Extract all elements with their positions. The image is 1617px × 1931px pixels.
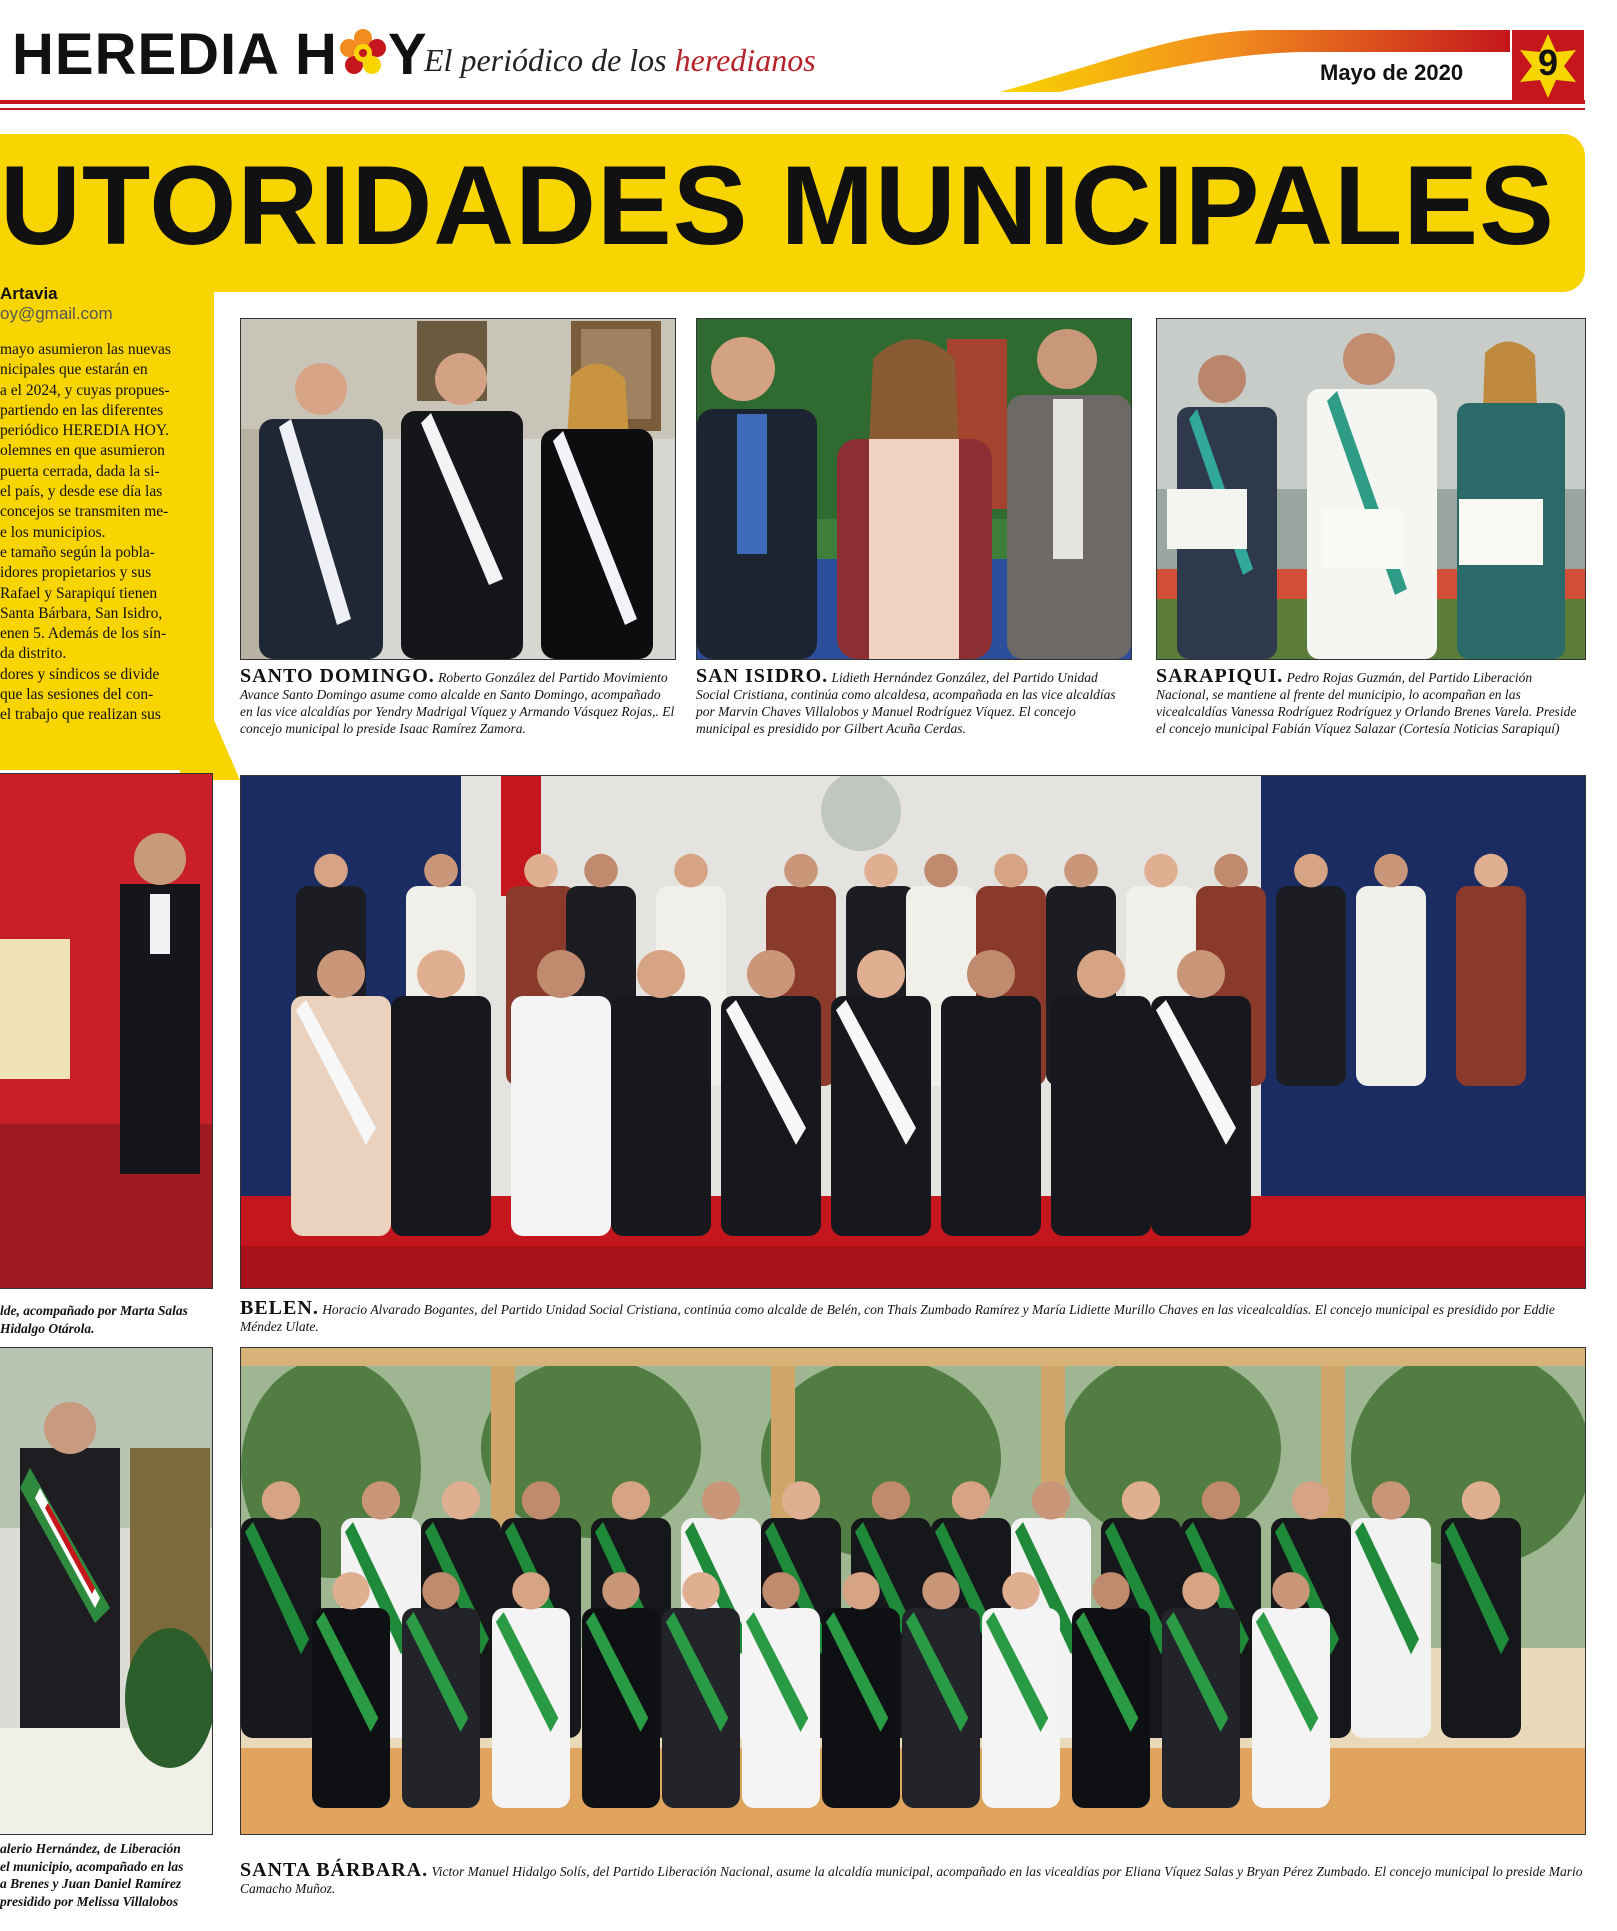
headline: UTORIDADES MUNICIPALES <box>0 143 1555 268</box>
photo-sarapiqui <box>1156 318 1586 660</box>
photo-san-isidro <box>696 318 1132 660</box>
caption-place: SAN ISIDRO <box>696 665 823 687</box>
left-caption-mid-line: lde, acompañado por Marta Salas <box>0 1303 188 1318</box>
caption-text: Horacio Alvarado Bogantes, del Partido Unidad Social Cristiana, continúa como alcalde de Belén, con Thais Zumbado Ramírez y María Lidiette Murillo Chaves en las vicealcaldías. El concejo municipal es presidido por Eddie Méndez Ulate. <box>240 1302 1555 1334</box>
photo-santo-domingo <box>240 318 676 660</box>
article-line: mayo asumieron las nuevas <box>0 341 171 358</box>
caption-place: SANTO DOMINGO <box>240 665 429 687</box>
article-line: enen 5. Además de los sín- <box>0 625 167 643</box>
article-line: que las sesiones del con- <box>0 686 154 704</box>
brand-suffix: Y <box>387 22 428 87</box>
page-number: 9 <box>1537 42 1559 83</box>
left-caption-bottom <box>0 1840 212 1910</box>
masthead-rule <box>0 100 1585 104</box>
left-caption-bottom-line: presidido por Melissa Villalobos <box>0 1893 179 1909</box>
caption-place: SANTA BÁRBARA <box>240 1859 423 1881</box>
issue-date: Mayo de 2020 <box>1320 60 1464 85</box>
brand-logo <box>12 22 428 87</box>
caption-text: Roberto González del Partido Movimiento Avance Santo Domingo asume como alcalde en Santo Domingo, acompañado en las vice alcaldías por Yendry Madrigal Víquez y Armando Vásquez Rojas,. El concejo municipal lo preside Isaac Ramírez Zamora. <box>240 670 675 736</box>
left-photo-mid <box>0 773 213 1289</box>
left-caption-bottom-line: el municipio, acompañado en las <box>0 1858 184 1874</box>
article-body <box>0 340 196 740</box>
caption-text: Lidieth Hernández González, del Partido Unidad Social Cristiana, continúa como alcaldesa, acompañada en las vice alcaldías por Marvin Chaves Villalobos y Manuel Rodríguez Víquez. El concejo municipal es presidido por Gilbert Acuña Cerdas. <box>696 670 1116 736</box>
article-line: partiendo en las diferentes <box>0 401 164 419</box>
article-line: dores y síndicos se divide <box>0 665 160 683</box>
masthead-rule-thin <box>0 108 1585 110</box>
article-line: puerta cerrada, dada la si- <box>0 462 160 480</box>
article-line: concejos se transmiten me- <box>0 503 169 521</box>
article-line: periódico HEREDIA HOY. <box>0 422 169 440</box>
left-caption-mid <box>0 1302 212 1337</box>
brand-prefix: HEREDIA H <box>12 22 338 87</box>
article-line: olemnes en que asumieron <box>0 442 165 460</box>
flower-logo-icon <box>338 28 388 78</box>
article-line: nicipales que estarán en <box>0 361 148 379</box>
caption-santa-barbara: SANTA BÁRBARA. Victor Manuel Hidalgo Solís, del Partido Liberación Nacional, asume la alcaldía municipal, acompañado en las vicealdías por Eliana Víquez Salas y Bryan Pérez Zumbado. El concejo municipal lo preside Mario Camacho Muñoz. <box>240 1859 1583 1896</box>
article-line: idores propietarios y sus <box>0 564 152 582</box>
article-line: Santa Bárbara, San Isidro, <box>0 604 163 622</box>
tagline-prefix: El periódico de los <box>424 42 667 78</box>
article-line: da distrito. <box>0 645 67 663</box>
caption-text: Victor Manuel Hidalgo Solís, del Partido Liberación Nacional, asume la alcaldía municipal, acompañado en las vicealdías por Eliana Víquez Salas y Bryan Pérez Zumbado. El concejo municipal lo preside Mario Camacho Muñoz. <box>240 1864 1583 1896</box>
author-email[interactable]: oy@gmail.com <box>0 304 113 323</box>
author-name: Artavia <box>0 284 58 303</box>
left-photo-bottom <box>0 1347 213 1835</box>
caption-santo-domingo: SANTO DOMINGO. Roberto González del Partido Movimiento Avance Santo Domingo asume como alcalde en Santo Domingo, acompañado en las vice alcaldías por Yendry Madrigal Víquez y Armando Vásquez Rojas,. El concejo municipal lo preside Isaac Ramírez Zamora. <box>240 665 675 736</box>
left-caption-bottom-line: a Brenes y Juan Daniel Ramírez <box>0 1876 182 1891</box>
article-line: e tamaño según la pobla- <box>0 543 155 561</box>
left-caption-mid-line: Hidalgo Otárola. <box>0 1320 95 1336</box>
article-line: e los municipios. <box>0 523 106 541</box>
tagline-emphasis: heredianos <box>674 42 816 78</box>
caption-text: Pedro Rojas Guzmán, del Partido Liberación Nacional, se mantiene al frente del municipio, lo acompañan en las vicealcaldías Vanessa Rodríguez Rodríguez y Orlando Brenes Varela. Preside el concejo municipal Fabián Víquez Salazar (Cortesía Noticias Sarapiquí) <box>1156 670 1577 736</box>
caption-place: SARAPIQUI <box>1156 665 1278 687</box>
article-line: Rafael y Sarapiquí tienen <box>0 584 158 602</box>
photo-santa-barbara <box>240 1347 1586 1835</box>
caption-san-isidro: SAN ISIDRO. Lidieth Hernández González, del Partido Unidad Social Cristiana, continúa como alcaldesa, acompañada en las vice alcaldías por Marvin Chaves Villalobos y Manuel Rodríguez Víquez. El concejo municipal es presidido por Gilbert Acuña Cerdas. <box>696 665 1116 736</box>
photo-belen <box>240 775 1586 1289</box>
caption-place: BELEN <box>240 1297 313 1319</box>
caption-sarapiqui: SARAPIQUI. Pedro Rojas Guzmán, del Partido Liberación Nacional, se mantiene al frente del municipio, lo acompañan en las vicealcaldías Vanessa Rodríguez Rodríguez y Orlando Brenes Varela. Preside el concejo municipal Fabián Víquez Salazar (Cortesía Noticias Sarapiquí) <box>1156 665 1577 736</box>
tagline <box>424 42 816 79</box>
article-line: el país, y desde ese día las <box>0 483 163 501</box>
article-line: el trabajo que realizan sus <box>0 706 161 724</box>
left-caption-bottom-line: alerio Hernández, de Liberación <box>0 1841 181 1856</box>
caption-belen: BELEN. Horacio Alvarado Bogantes, del Partido Unidad Social Cristiana, continúa como alcalde de Belén, con Thais Zumbado Ramírez y María Lidiette Murillo Chaves en las vicealcaldías. El concejo municipal es presidido por Eddie Méndez Ulate. <box>240 1297 1555 1334</box>
article-line: a el 2024, y cuyas propues- <box>0 381 170 399</box>
